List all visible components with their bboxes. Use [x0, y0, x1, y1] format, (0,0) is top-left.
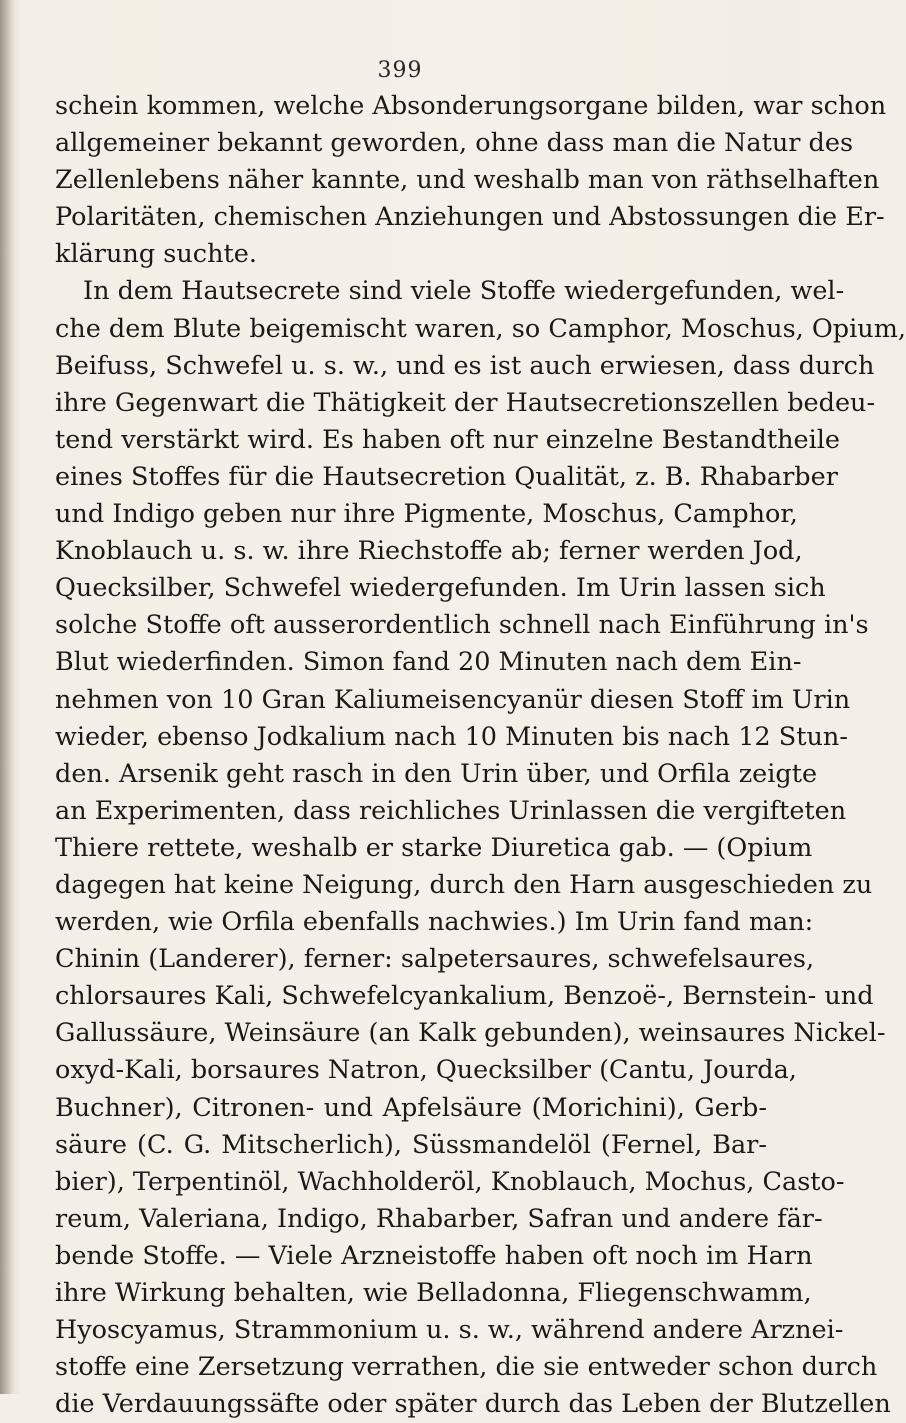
text-line: und Indigo geben nur ihre Pigmente, Moschus, Camphor, [55, 499, 798, 530]
text-line: solche Stoffe oft ausserordentlich schnell nach Einführung in's [55, 610, 869, 641]
text-line: stoffe eine Zersetzung verrathen, die sie entweder schon durch [55, 1352, 878, 1383]
text-line: Beifuss, Schwefel u. s. w., und es ist auch erwiesen, dass durch [55, 350, 875, 381]
text-line: schein kommen, welche Absonderungsorgane bilden, war schon [55, 91, 887, 121]
text-line: Hyoscyamus, Strammonium u. s. w., während andere Arznei- [55, 1315, 844, 1346]
text-line: ihre Gegenwart die Thätigkeit der Hautsecretionszellen bedeu- [55, 387, 876, 418]
text-line: bier), Terpentinöl, Wachholderöl, Knoblauch, Mochus, Casto- [55, 1166, 845, 1197]
text-line: Buchner), Citronen- und Apfelsäure (Morichini), Gerb- [55, 1092, 767, 1123]
text-line: Gallussäure, Weinsäure (an Kalk gebunden), weinsaures Nickel- [55, 1018, 886, 1049]
text-line: die Verdauungssäfte oder später durch das Leben der Blutzellen [55, 1389, 891, 1420]
text-line: säure (C. G. Mitscherlich), Süssmandelöl (Fernel, Bar- [55, 1129, 767, 1160]
body-text [55, 88, 906, 1423]
binding-shadow [0, 0, 14, 1394]
text-line: reum, Valeriana, Indigo, Rhabarber, Safran und andere fär- [55, 1203, 823, 1234]
text-line: wieder, ebenso Jodkalium nach 10 Minuten bis nach 12 Stun- [55, 721, 848, 752]
text-line: Blut wiederfinden. Simon fand 20 Minuten nach dem Ein- [55, 647, 802, 678]
text-line: nehmen von 10 Gran Kaliumeisencyanür diesen Stoff im Urin [55, 684, 851, 715]
text-line: Quecksilber, Schwefel wiedergefunden. Im Urin lassen sich [55, 573, 826, 604]
text-line: bende Stoffe. — Viele Arzneistoffe haben oft noch im Harn [55, 1240, 813, 1271]
text-line: Polaritäten, chemischen Anziehungen und Abstossungen die Er- [55, 202, 885, 233]
text-line: an Experimenten, dass reichliches Urinlassen die vergifteten [55, 795, 847, 826]
text-line: dagegen hat keine Neigung, durch den Harn ausgeschieden zu [55, 869, 873, 900]
text-line: Thiere rettete, weshalb er starke Diuretica gab. — (Opium [55, 832, 813, 863]
text-line: Knoblauch u. s. w. ihre Riechstoffe ab; ferner werden Jod, [55, 536, 803, 567]
text-line: oxyd-Kali, borsaures Natron, Quecksilber (Cantu, Jourda, [55, 1055, 797, 1086]
paragraph-first-line: In dem Hautsecrete sind viele Stoffe wiedergefunden, wel- [83, 276, 845, 307]
text-line: allgemeiner bekannt geworden, ohne dass man die Natur des [55, 128, 854, 159]
text-line: tend verstärkt wird. Es haben oft nur einzelne Bestandtheile [55, 424, 841, 455]
text-line: werden, wie Orfila ebenfalls nachwies.) Im Urin fand man: [55, 907, 814, 938]
text-line: eines Stoffes für die Hautsecretion Qualität, z. B. Rhabarber [55, 461, 838, 492]
text-line: den. Arsenik geht rasch in den Urin über, und Orfila zeigte [55, 758, 818, 789]
text-line: klärung suchte. [55, 239, 257, 270]
text-line: Zellenlebens näher kannte, und weshalb man von räthselhaften [55, 165, 880, 196]
text-line: ihre Wirkung behalten, wie Belladonna, Fliegenschwamm, [55, 1278, 812, 1308]
text-line: Chinin (Landerer), ferner: salpetersaures, schwefelsaures, [55, 944, 815, 975]
page-number: 399 [377, 58, 423, 83]
text-line: chlorsaures Kali, Schwefelcyankalium, Benzoë-, Bernstein- und [55, 981, 874, 1012]
text-line: che dem Blute beigemischt waren, so Camphor, Moschus, Opium, [55, 313, 906, 344]
